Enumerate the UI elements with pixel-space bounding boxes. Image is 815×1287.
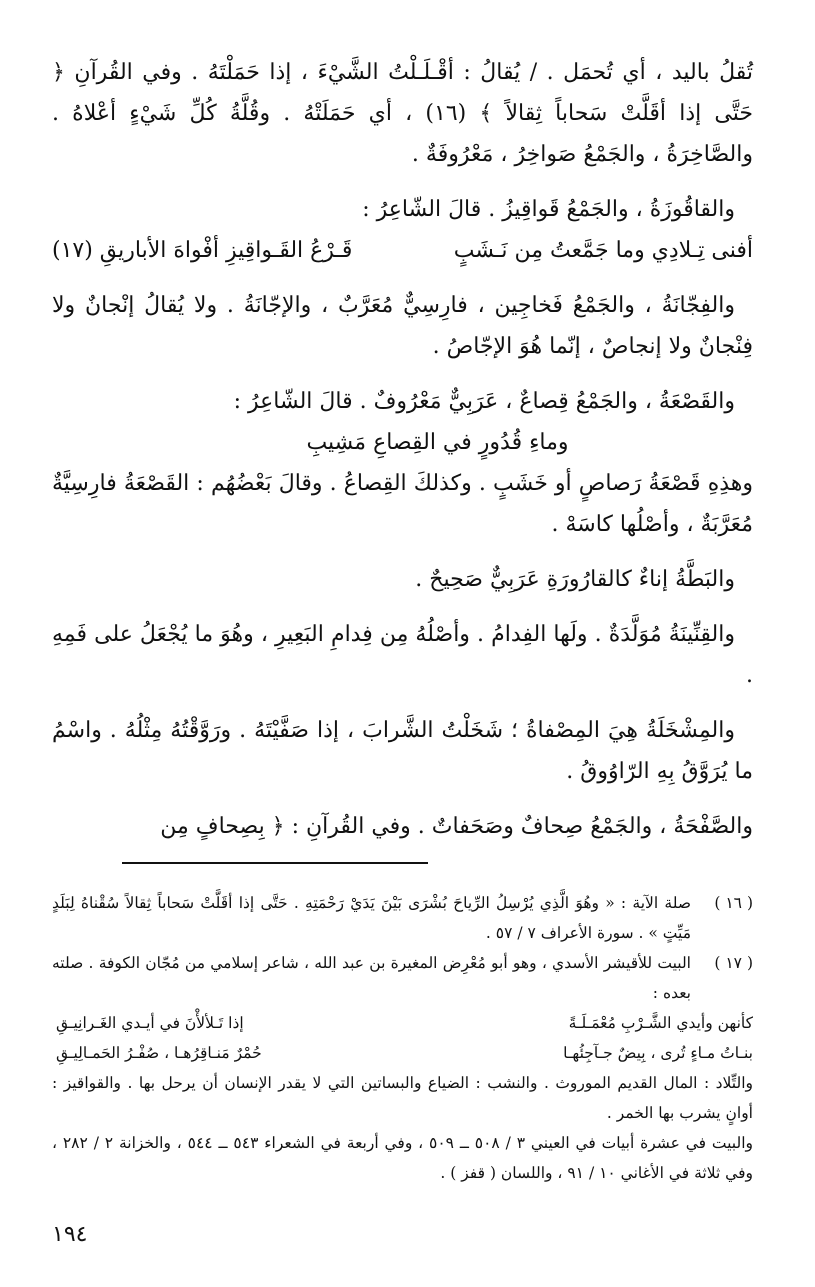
footnote-text: البيت للأقيشر الأسدي ، وهو أبو مُعْرِض المغيرة بن عبد الله ، شاعر إسلامي من مُجّان الكوفة . صلته بعده : <box>52 954 691 1002</box>
footnote-verse <box>52 1008 753 1038</box>
page-number: ١٩٤ <box>52 1222 88 1247</box>
footnote-16 <box>52 888 753 948</box>
paragraph-taqul: تُقلُ باليد ، أي تُحمَل . / يُقالُ : أقْـلَـلْتُ الشَّيْءَ ، إذا حَمَلْتَهُ . وفي القُرآنِ ﴿ حَتَّى إذا أقَلَّتْ سَحاباً ثِقالاً ﴾ (١٦) ، أي حَمَلَتْهُ . وقُلَّةُ كُلِّ شَيْءٍ أعْلاهُ . والصَّاخِرَةُ ، والجَمْعُ صَواخِرُ ، مَعْرُوفَةٌ . <box>52 60 753 167</box>
footnote-text: صلة الآية : « وهُوَ الَّذِي يُرْسِلُ الرِّياحَ بُشْرَى بَيْنَ يَدَيْ رَحْمَتِهِ . حَتَّى إذا أقَلَّتْ سَحاباً ثِقالاً سُقْناهُ لِبَلَدٍ مَيِّتٍ » . سورة الأعراف ٧ / ٥٧ . <box>52 894 691 942</box>
footnote-verse-first-hemistich: بنـاتُ مـاءٍ تُرى ، بِيضٌ جـآجِئُهـا <box>563 1044 753 1062</box>
paragraph-safha: والصَّفْحَةُ ، والجَمْعُ صِحافٌ وصَحَفاتٌ . وفي القُرآنِ : ﴿ بِصِحافٍ مِن <box>160 814 753 839</box>
verse-qawaqiz <box>52 230 753 271</box>
verse-second-hemistich: قَـرْعُ القَـواقِيزِ أفْواهَ الأباريقِ (١٧) <box>52 238 353 263</box>
footnote-divider <box>122 862 428 864</box>
footnote-gloss: والتِّلاد : المال القديم الموروث . والنشب : الضياع والبساتين التي لا يقدر الإنسان أن يرحل بها . والقواقيز : أوانٍ يشرب بها الخمر . <box>52 1074 753 1122</box>
paragraph-qinnina: والقِنِّينَةُ مُوَلَّدَةٌ . ولَها الفِدامُ . وأصْلُهُ مِن فِدامِ البَعِيرِ ، وهُوَ ما يُجْعَلُ على فَمِهِ . <box>52 622 753 688</box>
footnote-number: ( ١٦ ) <box>714 894 753 912</box>
paragraph-qasa: والقَصْعَةُ ، والجَمْعُ قِصاعٌ ، عَرَبِيٌّ مَعْرُوفٌ . قالَ الشّاعِرُ : <box>233 389 735 414</box>
verse-first-hemistich: أفنى تِـلادِي وما جَمَّعتُ مِن نَـشَبٍ <box>453 238 753 263</box>
paragraph-fijjana: والفِجّانَةُ ، والجَمْعُ فَخاجِين ، فارِسِيٌّ مُعَرَّبٌ ، والإجّانَةُ . ولا يُقالُ إنْجانٌ ولا فِنْجانٌ ولا إنجاصٌ ، إنّما هُوَ الإجّاصُ . <box>52 293 753 359</box>
paragraph-mishkhala: والمِشْخَلَةُ هِيَ المِصْفاةُ ؛ شَخَلْتُ الشَّرابَ ، إذا صَفَّيْتَهُ . ورَوَّقْتُهُ مِثْلُهُ . واسْمُ ما يُرَوَّقُ بِهِ الرّاوُوقُ . <box>52 718 753 784</box>
paragraph-batta: والبَطَّةُ إناءٌ كالقارُورَةِ عَرَبِيٌّ صَحِيحٌ . <box>415 567 735 592</box>
footnote-number: ( ١٧ ) <box>714 954 753 972</box>
main-text <box>52 52 753 847</box>
paragraph-rasas: وهذِهِ قَصْعَةُ رَصاصٍ أو خَشَبٍ . وكذلكَ القِصاعُ . وقالَ بَعْضُهُم : القَصْعَةُ فارِسِيَّةٌ مُعَرَّبَةٌ ، وأصْلُها كاسَهْ . <box>52 471 753 537</box>
footnote-verse-second-hemistich: حُمْرٌ مَنـاقِرُهـا ، صُفْـرُ الحَمـالِيـقِ <box>56 1044 262 1062</box>
footnote-verse-first-hemistich: كأنهن وأيدي الشَّـرْبِ مُعْمَـلَـةً <box>568 1014 753 1032</box>
book-page <box>52 52 753 1247</box>
paragraph-qaquza: والقاقُوزَةُ ، والجَمْعُ قَواقِيزُ . قالَ الشّاعِرُ : <box>362 197 735 222</box>
footnote-references: والبيت في عشرة أبيات في العيني ٣ / ٥٠٨ ــ ٥٠٩ ، وفي أربعة في الشعراء ٥٤٣ ــ ٥٤٤ ، والخزانة ٢ / ٢٨٢ ، وفي ثلاثة في الأغاني ١٠ / ٩١ ، واللسان ( قفز ) . <box>52 1134 753 1182</box>
footnotes <box>52 888 753 1188</box>
verse-qudur: وماءِ قُدُورٍ في القِصاعِ مَشِيبِ <box>306 430 569 455</box>
footnote-17-continued <box>52 1008 753 1188</box>
footnote-verse-second-hemistich: إذا تَـلألأْنَ في أيـدي الغَـرانِيـقِ <box>56 1014 244 1032</box>
footnote-17 <box>52 948 753 1008</box>
footnote-verse <box>52 1038 753 1068</box>
